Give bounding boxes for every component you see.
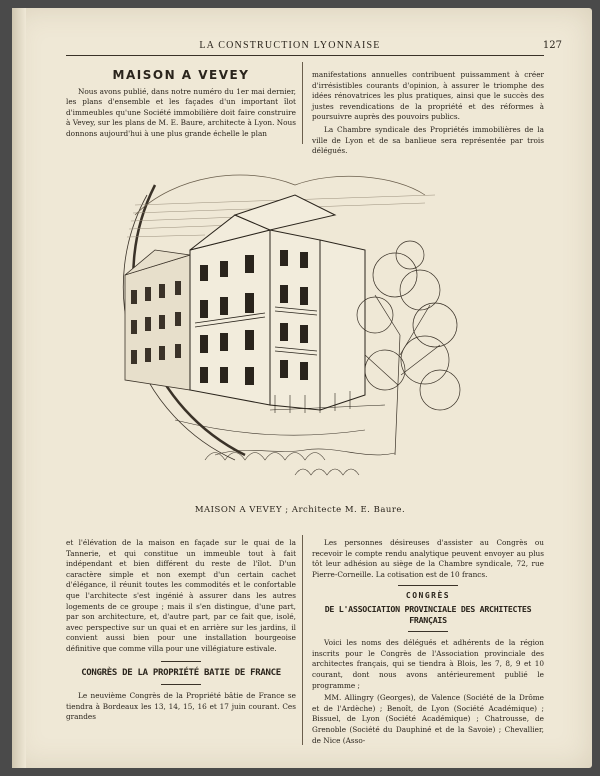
section-rule xyxy=(408,631,448,632)
header-rule xyxy=(66,55,544,56)
bottom-right-column xyxy=(312,538,544,748)
page-gutter xyxy=(12,8,26,768)
page-number: 127 xyxy=(542,40,562,51)
house-engraving xyxy=(95,155,505,500)
running-head: LA CONSTRUCTION LYONNAISE xyxy=(199,40,381,51)
column-divider-top xyxy=(302,62,303,144)
article-paragraph: Voici les noms des délégués et adhérents de la région inscrits pour le Congrès de l'Association provinciale des architectes français, qui se tiendra à Blois, les 7, 8, 9 et 10 courant, dont nous avons antérieurement publié le programme ; xyxy=(312,638,544,690)
column-divider-bottom xyxy=(302,535,303,745)
article-paragraph: MM. Allingry (Georges), de Valence (Société de la Drôme et de l'Ardèche) ; Benoît, de Lyon (Société Académique) ; Bissuel, de Lyon (Société Académique) ; Chatrousse, de Grenoble (Société du Dauphiné et de la Savoie) ; Chevallier, de Nice (Asso- xyxy=(312,693,544,745)
article-title-vevey: MAISON A VEVEY xyxy=(112,68,250,82)
top-right-column xyxy=(312,70,544,159)
section-rule xyxy=(161,661,201,662)
top-left-column xyxy=(66,70,296,142)
section-label-congres: CONGRÈS xyxy=(405,591,451,601)
section-title-propriete: CONGRÈS DE LA PROPRIÉTÉ BATIE DE FRANCE xyxy=(81,667,281,678)
article-paragraph: Nous avons publié, dans notre numéro du 1er mai dernier, les plans d'ensemble et les façades d'un important îlot d'immeubles qu'une Société immobilière doit faire construire à Vevey, sur les plans de M. E. Baure, architecte à Lyon. Nous donnons aujourd'hui à une plus grande échelle le plan xyxy=(66,86,296,138)
article-paragraph: Le neuvième Congrès de la Propriété bâtie de France se tiendra à Bordeaux les 13, 14, 15, 16 et 17 juin courant. Ces grandes xyxy=(66,691,296,722)
section-rule xyxy=(398,585,458,586)
article-paragraph: et l'élévation de la maison en façade sur le quai de la Tannerie, et qui constitue un immeuble tout à fait indépendant et bien différent du reste de l'îlot. D'un caractère simple et non exempt d'un certain cachet d'élégance, il réunit toutes les commodités et le confortable que l'architecte s'est ingénié à assurer dans les autres logements de ce groupe ; mais il s'en distingue, d'une part, par son architecture, et, d'autre part, par ce fait que, isolé, avec perspective sur un quai et en arrière sur les jardins, il convient aussi bien pour une installation bourgeoise définitive que comme villa pour une villégiature estivale. xyxy=(66,538,296,653)
bottom-left-column xyxy=(66,538,296,725)
article-paragraph: manifestations annuelles contribuent puissamment à créer d'irrésistibles courants d'opinion, à assurer le triomphe des idées rénovatrices les plus pratiques, ainsi que le succès des justes revendications de la propriété et des réformes à poursuivre auprès des pouvoirs publics. xyxy=(312,70,544,122)
illustration-caption: MAISON A VEVEY ; Architecte M. E. Baure. xyxy=(194,505,406,515)
article-paragraph: Les personnes désireuses d'assister au Congrès ou recevoir le compte rendu analytique peuvent envoyer au plus tôt leur adhésion au siège de la Chambre syndicale, 72, rue Pierre-Corneille. La cotisation est de 10 francs. xyxy=(312,538,544,579)
article-paragraph: La Chambre syndicale des Propriétés immobilières de la ville de Lyon et de sa banlieue sera représentée par trois délégués. xyxy=(312,124,544,156)
section-title-association: DE L'ASSOCIATION PROVINCIALE DES ARCHITECTES FRANÇAIS xyxy=(324,603,532,625)
section-rule xyxy=(161,684,201,685)
